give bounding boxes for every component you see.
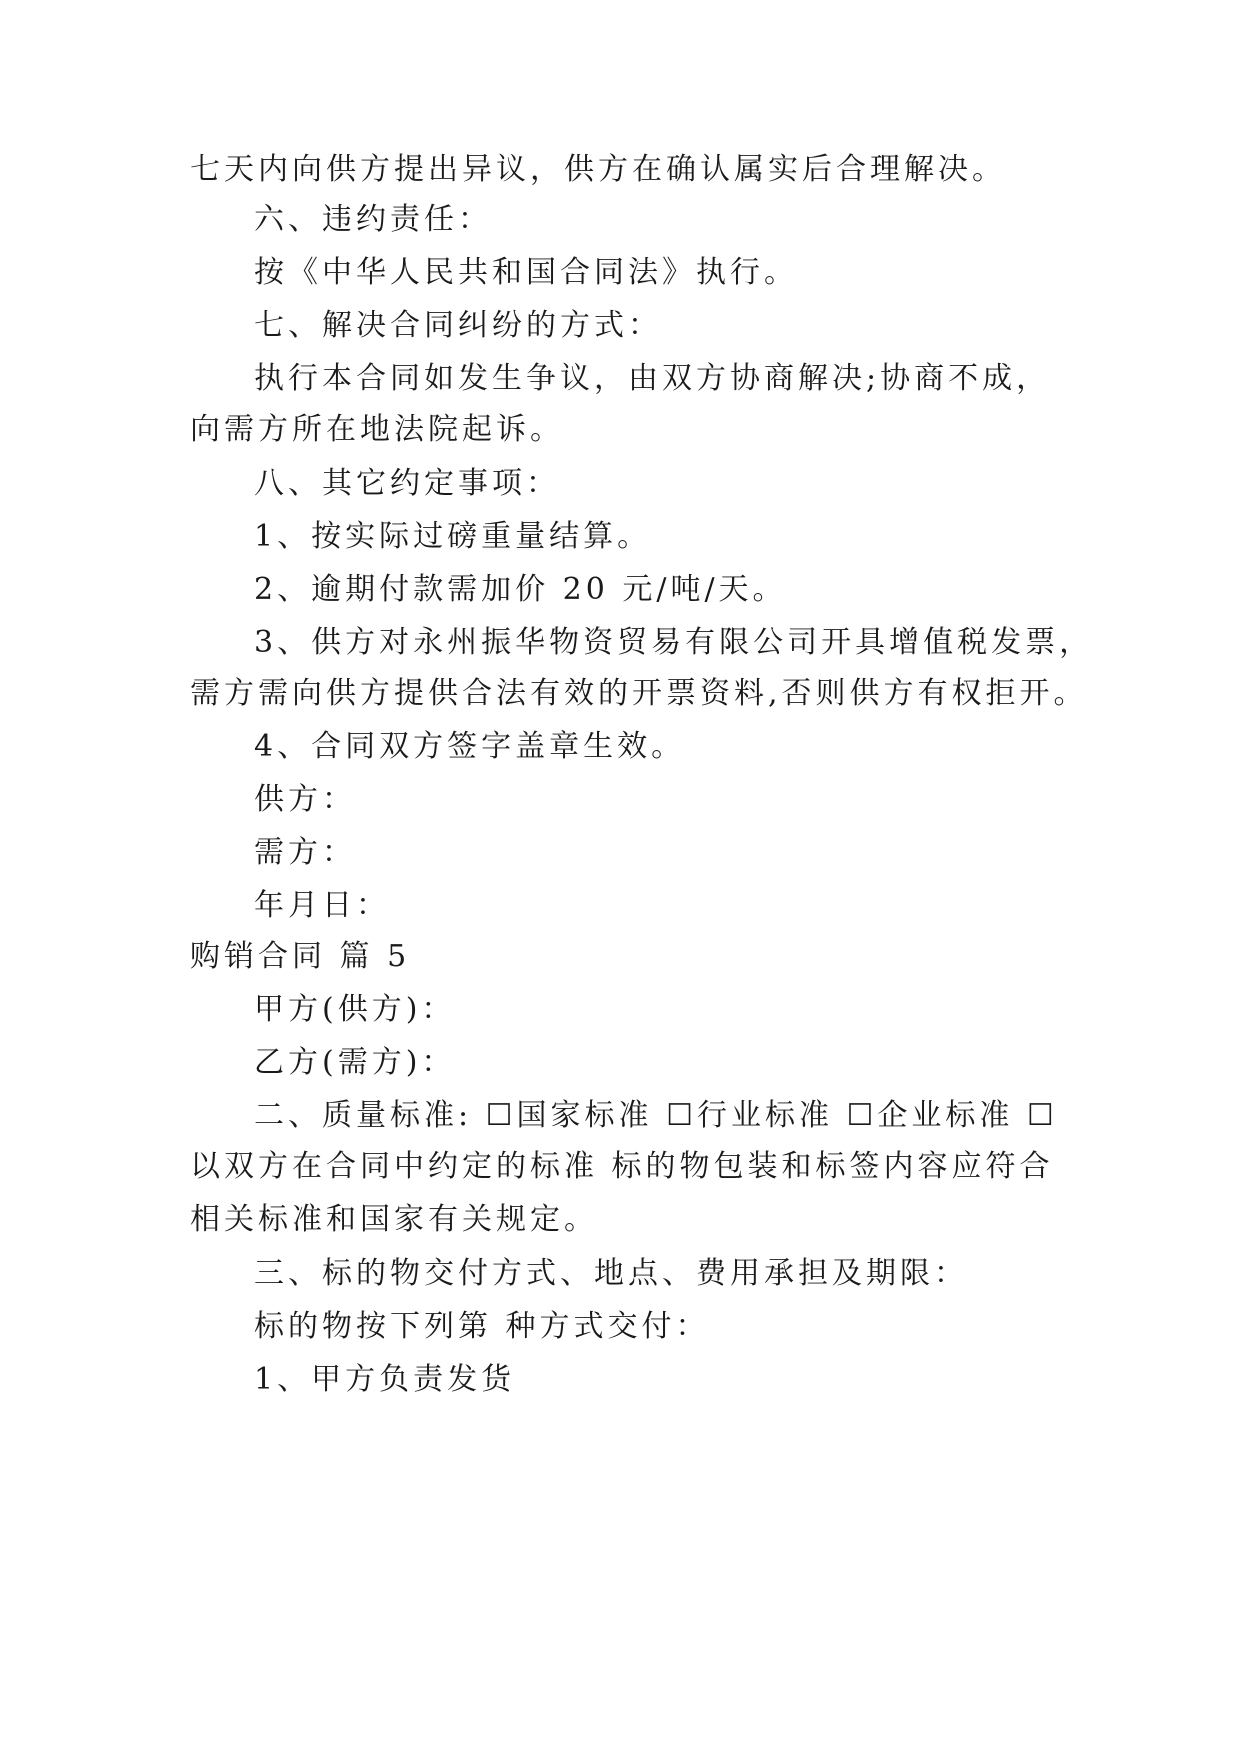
date-label: 年月日： — [254, 888, 390, 923]
text-line: 标的物按下列第 种方式交付： — [254, 1309, 710, 1344]
text-line: 七天内向供方提出异议，供方在确认属实后合理解决。 — [190, 152, 1006, 187]
text-line: 需方需向供方提供合法有效的开票资料,否则供方有权拒开。 — [190, 676, 1088, 711]
section-heading: 七、解决合同纠纷的方式： — [254, 308, 662, 343]
list-item: 2、逾期付款需加价 20 元/吨/天。 — [254, 572, 787, 607]
list-item: 4、合同双方签字盖章生效。 — [254, 729, 686, 764]
text-line: 按《中华人民共和国合同法》执行。 — [254, 255, 798, 290]
text-line: 向需方所在地法院起诉。 — [190, 412, 564, 447]
text-line: 相关标准和国家有关规定。 — [190, 1202, 598, 1237]
list-item: 1、按实际过磅重量结算。 — [254, 519, 652, 554]
section-heading: 二、质量标准: ☐国家标准 ☐行业标准 ☐企业标准 ☐ — [254, 1098, 1058, 1133]
list-item: 3、供方对永州振华物资贸易有限公司开具增值税发票， — [254, 625, 1094, 660]
signature-label: 供方： — [254, 782, 356, 817]
section-heading: 六、违约责任： — [254, 202, 492, 237]
party-label: 乙方(需方)： — [254, 1045, 456, 1080]
text-line: 执行本合同如发生争议，由双方协商解决;协商不成， — [254, 361, 1051, 396]
section-heading: 三、标的物交付方式、地点、费用承担及期限： — [254, 1256, 968, 1291]
section-heading: 八、其它约定事项： — [254, 466, 560, 501]
signature-label: 需方： — [254, 835, 356, 870]
list-item: 1、甲方负责发货 — [254, 1362, 516, 1397]
contract-title: 购销合同 篇 5 — [190, 939, 411, 974]
party-label: 甲方(供方)： — [254, 992, 456, 1027]
text-line: 以双方在合同中约定的标准 标的物包装和标签内容应符合 — [190, 1149, 1054, 1184]
